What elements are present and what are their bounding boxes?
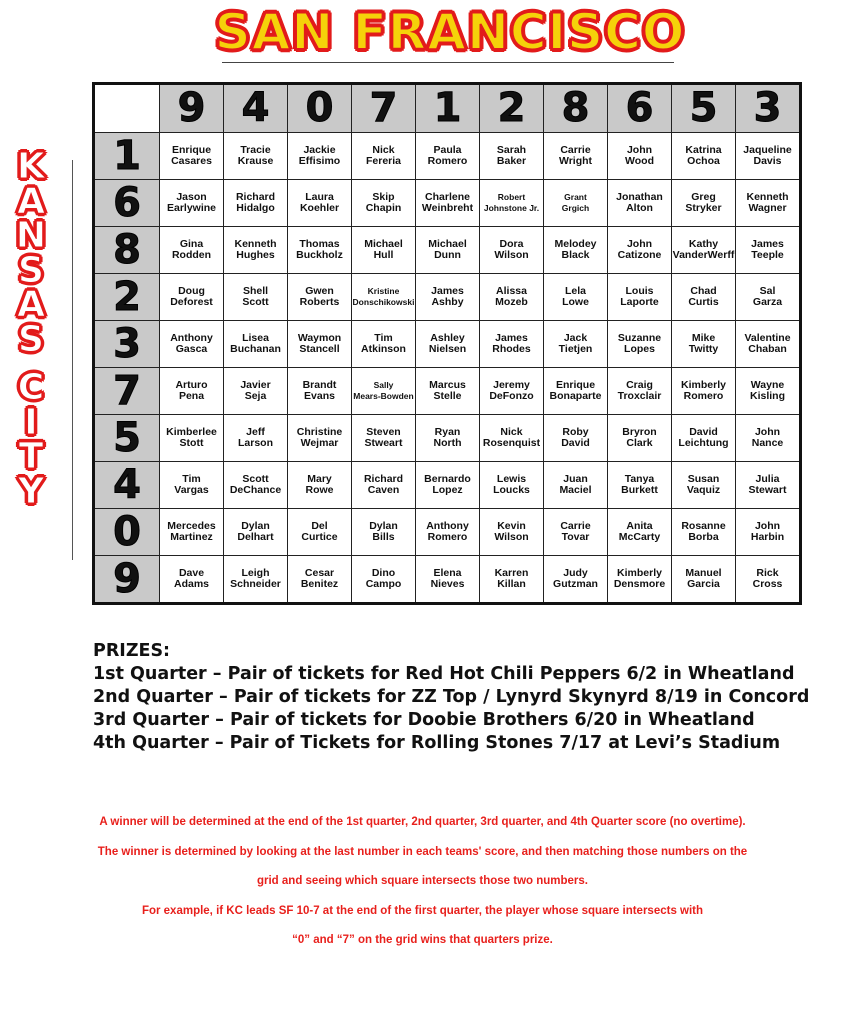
square-name: Leigh Schneider bbox=[230, 567, 281, 590]
grid-square bbox=[480, 368, 544, 415]
square-name: James Teeple bbox=[751, 238, 784, 261]
square-name: Jeremy DeFonzo bbox=[489, 379, 534, 402]
column-digit: 4 bbox=[224, 84, 288, 133]
grid-corner bbox=[94, 84, 160, 133]
square-name: Carrie Tovar bbox=[560, 520, 591, 543]
side-title-letter: S bbox=[18, 249, 44, 291]
grid-square bbox=[672, 133, 736, 180]
grid-square bbox=[352, 556, 416, 604]
grid-square bbox=[480, 321, 544, 368]
rules-line-2: The winner is determined by looking at the last number in each teams' score, and then matching those numbers on the bbox=[97, 845, 748, 858]
square-name: Mike Twitty bbox=[688, 332, 719, 355]
grid-square bbox=[608, 227, 672, 274]
side-title-letter: A bbox=[17, 284, 45, 325]
square-name: Kevin Wilson bbox=[494, 520, 529, 543]
square-name: Jason Earlywine bbox=[166, 191, 217, 214]
grid-row bbox=[94, 509, 801, 556]
grid-row bbox=[94, 368, 801, 415]
square-name: John Wood bbox=[625, 144, 654, 167]
grid-square bbox=[736, 556, 801, 604]
grid-square bbox=[160, 133, 224, 180]
column-digit: 2 bbox=[480, 84, 544, 133]
side-title-letter: A bbox=[17, 180, 45, 222]
square-name: Sally Mears-Bowden bbox=[353, 380, 414, 401]
row-digit: 6 bbox=[94, 180, 160, 227]
grid-square bbox=[160, 415, 224, 462]
square-name: Nick Fereria bbox=[365, 144, 402, 167]
square-name: Roby David bbox=[561, 426, 590, 449]
grid-square bbox=[352, 321, 416, 368]
square-name: Kenneth Wagner bbox=[746, 191, 789, 214]
grid-square bbox=[224, 274, 288, 321]
grid-square bbox=[544, 180, 608, 227]
grid-square bbox=[736, 180, 801, 227]
square-name: Waymon Stancell bbox=[297, 332, 342, 355]
square-name: Kimberly Densmore bbox=[613, 567, 666, 590]
row-digit: 4 bbox=[94, 462, 160, 509]
grid-square bbox=[224, 556, 288, 604]
square-name: Elena Nieves bbox=[430, 567, 465, 590]
square-name: David Leichtung bbox=[678, 426, 729, 449]
grid-square bbox=[416, 556, 480, 604]
grid-square bbox=[736, 462, 801, 509]
side-title-letter: Y bbox=[17, 470, 45, 512]
row-digit: 1 bbox=[94, 133, 160, 180]
square-name: Thomas Buckholz bbox=[296, 238, 343, 261]
grid-square bbox=[608, 133, 672, 180]
side-title-letter: N bbox=[15, 215, 47, 256]
column-digit: 0 bbox=[288, 84, 352, 133]
grid-square bbox=[544, 462, 608, 509]
grid-square bbox=[480, 509, 544, 556]
square-name: Carrie Wright bbox=[558, 144, 593, 167]
grid-square bbox=[544, 415, 608, 462]
square-name: Gina Rodden bbox=[171, 238, 212, 261]
square-name: Dylan Delhart bbox=[237, 520, 274, 543]
rules-line-5: “0” and “7” on the grid wins that quarters prize. bbox=[292, 934, 553, 946]
grid-square bbox=[416, 180, 480, 227]
square-name: Javier Seja bbox=[240, 379, 271, 402]
square-name: Katrina Ochoa bbox=[685, 144, 722, 167]
grid-square bbox=[288, 180, 352, 227]
square-name: Nick Rosenquist bbox=[482, 426, 541, 449]
grid-square bbox=[288, 227, 352, 274]
square-name: Christine Wejmar bbox=[296, 426, 343, 449]
square-name: James Ashby bbox=[431, 285, 464, 308]
grid-square bbox=[544, 274, 608, 321]
square-name: Valentine Chaban bbox=[744, 332, 791, 355]
square-name: John Harbin bbox=[750, 520, 785, 543]
square-name: Mary Rowe bbox=[305, 473, 334, 496]
grid-square bbox=[160, 556, 224, 604]
grid-square bbox=[224, 509, 288, 556]
square-name: Richard Caven bbox=[363, 473, 404, 496]
grid-square bbox=[288, 462, 352, 509]
side-title-letter: K bbox=[17, 146, 45, 187]
side-title-letter: T bbox=[18, 436, 44, 477]
grid-square bbox=[480, 133, 544, 180]
prizes-section bbox=[93, 640, 843, 755]
square-name: Marcus Stelle bbox=[429, 379, 466, 402]
square-name: Paula Romero bbox=[427, 144, 468, 167]
grid-square bbox=[544, 321, 608, 368]
square-name: Manuel Garcia bbox=[685, 567, 722, 590]
grid-square bbox=[672, 321, 736, 368]
square-name: Rosanne Borba bbox=[681, 520, 726, 543]
title-divider bbox=[222, 62, 674, 63]
square-name: Mercedes Martinez bbox=[167, 520, 216, 543]
square-name: Kimberlee Stott bbox=[166, 426, 217, 449]
square-name: Tim Atkinson bbox=[361, 332, 406, 355]
square-name: Melodey Black bbox=[554, 238, 597, 261]
square-name: Ryan North bbox=[433, 426, 462, 449]
square-name: Cesar Benitez bbox=[300, 567, 339, 590]
grid-square bbox=[608, 462, 672, 509]
grid-square bbox=[416, 274, 480, 321]
square-name: Craig Troxclair bbox=[617, 379, 662, 402]
grid-square bbox=[288, 133, 352, 180]
square-name: Anthony Gasca bbox=[170, 332, 213, 355]
grid-square bbox=[288, 274, 352, 321]
square-name: Sarah Baker bbox=[496, 144, 527, 167]
square-name: Steven Stweart bbox=[364, 426, 403, 449]
grid-square bbox=[608, 368, 672, 415]
square-name: John Catizone bbox=[617, 238, 662, 261]
square-name: Enrique Bonaparte bbox=[549, 379, 602, 402]
prize-q3: 3rd Quarter – Pair of tickets for Doobie Brothers 6/20 in Wheatland bbox=[93, 710, 755, 730]
square-name: Louis Laporte bbox=[620, 285, 659, 308]
grid-square bbox=[608, 509, 672, 556]
grid-square bbox=[736, 227, 801, 274]
square-name: Del Curtice bbox=[301, 520, 338, 543]
square-name: Jack Tietjen bbox=[558, 332, 593, 355]
grid-square bbox=[480, 462, 544, 509]
grid-row bbox=[94, 556, 801, 604]
square-name: Enrique Casares bbox=[171, 144, 212, 167]
square-name: Tanya Burkett bbox=[621, 473, 658, 496]
square-name: Skip Chapin bbox=[365, 191, 402, 214]
square-name: Anita McCarty bbox=[618, 520, 661, 543]
square-name: Juan Maciel bbox=[559, 473, 592, 496]
row-digit: 5 bbox=[94, 415, 160, 462]
square-name: Gwen Roberts bbox=[299, 285, 340, 308]
grid-square bbox=[416, 368, 480, 415]
grid-square bbox=[352, 368, 416, 415]
side-team-title bbox=[4, 146, 58, 512]
rules-section bbox=[0, 808, 845, 956]
row-digit: 2 bbox=[94, 274, 160, 321]
grid-square bbox=[672, 462, 736, 509]
grid-square bbox=[736, 509, 801, 556]
grid-row bbox=[94, 227, 801, 274]
row-digit: 8 bbox=[94, 227, 160, 274]
square-name: Bryron Clark bbox=[622, 426, 657, 449]
square-name: Lela Lowe bbox=[562, 285, 589, 308]
prize-q4: 4th Quarter – Pair of Tickets for Rolling Stones 7/17 at Levi’s Stadium bbox=[93, 733, 781, 753]
grid-square bbox=[224, 180, 288, 227]
column-digit: 7 bbox=[352, 84, 416, 133]
grid-row bbox=[94, 133, 801, 180]
grid-square bbox=[288, 509, 352, 556]
column-digit: 9 bbox=[160, 84, 224, 133]
rules-line-4: For example, if KC leads SF 10-7 at the end of the first quarter, the player whose square intersects with bbox=[141, 904, 704, 917]
square-name: Tim Vargas bbox=[174, 473, 209, 496]
side-title-letter: I bbox=[24, 401, 38, 443]
square-name: Anthony Romero bbox=[426, 520, 469, 543]
grid-square bbox=[736, 321, 801, 368]
squares-grid bbox=[92, 82, 802, 605]
square-name: Kathy VanderWerff bbox=[672, 238, 735, 261]
prize-q2: 2nd Quarter – Pair of tickets for ZZ Top / Lynyrd Skynyrd 8/19 in Concord bbox=[93, 687, 810, 707]
grid-square bbox=[544, 133, 608, 180]
square-name: Doug Deforest bbox=[170, 285, 213, 308]
grid-square bbox=[160, 227, 224, 274]
grid-square bbox=[224, 368, 288, 415]
grid-square bbox=[224, 227, 288, 274]
grid-square bbox=[544, 509, 608, 556]
square-name: Dora Wilson bbox=[494, 238, 529, 261]
grid-square bbox=[352, 180, 416, 227]
grid-square bbox=[608, 321, 672, 368]
grid-square bbox=[288, 321, 352, 368]
grid-square bbox=[736, 368, 801, 415]
row-digit: 3 bbox=[94, 321, 160, 368]
square-name: Kristine Donschikowski bbox=[352, 286, 415, 307]
grid-square bbox=[672, 509, 736, 556]
grid-square bbox=[288, 556, 352, 604]
square-name: Michael Hull bbox=[364, 238, 403, 261]
grid-square bbox=[736, 415, 801, 462]
grid-square bbox=[160, 368, 224, 415]
grid-square bbox=[352, 274, 416, 321]
prizes-heading: PRIZES: bbox=[93, 641, 171, 661]
grid-square bbox=[224, 415, 288, 462]
column-digit: 6 bbox=[608, 84, 672, 133]
grid-square bbox=[224, 321, 288, 368]
grid-square bbox=[288, 415, 352, 462]
grid-square bbox=[352, 462, 416, 509]
grid-square bbox=[736, 133, 801, 180]
grid-square bbox=[416, 462, 480, 509]
rules-line-1: A winner will be determined at the end of the 1st quarter, 2nd quarter, 3rd quarter, and 4th Quarter score (no overtime). bbox=[99, 816, 746, 828]
square-name: Jonathan Alton bbox=[616, 191, 663, 214]
grid-square bbox=[160, 321, 224, 368]
square-name: Susan Vaquiz bbox=[686, 473, 721, 496]
grid-square bbox=[480, 180, 544, 227]
square-name: Rick Cross bbox=[752, 567, 783, 590]
square-name: Shell Scott bbox=[242, 285, 269, 308]
grid-square bbox=[608, 180, 672, 227]
row-digit: 9 bbox=[94, 556, 160, 604]
grid-square bbox=[224, 133, 288, 180]
grid-square bbox=[672, 274, 736, 321]
square-name: Tracie Krause bbox=[237, 144, 274, 167]
square-name: Suzanne Lopes bbox=[617, 332, 662, 355]
square-name: Arturo Pena bbox=[175, 379, 208, 402]
grid-square bbox=[480, 227, 544, 274]
side-title-letter: S bbox=[18, 318, 44, 360]
column-digit: 1 bbox=[416, 84, 480, 133]
square-name: Richard Hidalgo bbox=[235, 191, 276, 214]
grid-square bbox=[544, 227, 608, 274]
grid-row bbox=[94, 180, 801, 227]
grid-square bbox=[160, 180, 224, 227]
square-name: Dylan Bills bbox=[369, 520, 398, 543]
square-name: Brandt Evans bbox=[302, 379, 337, 402]
grid-square bbox=[672, 368, 736, 415]
square-name: Scott DeChance bbox=[229, 473, 282, 496]
column-digit: 3 bbox=[736, 84, 801, 133]
grid-square bbox=[672, 227, 736, 274]
grid-square bbox=[224, 462, 288, 509]
square-name: Charlene Weinbreht bbox=[421, 191, 474, 214]
grid-square bbox=[352, 415, 416, 462]
grid-square bbox=[608, 415, 672, 462]
square-name: Wayne Kisling bbox=[749, 379, 785, 402]
prize-q1: 1st Quarter – Pair of tickets for Red Hot Chili Peppers 6/2 in Wheatland bbox=[93, 664, 795, 684]
square-name: Greg Stryker bbox=[685, 191, 722, 214]
grid-square bbox=[480, 556, 544, 604]
side-title-letter: C bbox=[17, 367, 45, 408]
grid-square bbox=[416, 321, 480, 368]
grid-square bbox=[672, 180, 736, 227]
square-name: Jaqueline Davis bbox=[743, 144, 792, 167]
row-digit: 7 bbox=[94, 368, 160, 415]
grid-square bbox=[608, 274, 672, 321]
grid-square bbox=[160, 274, 224, 321]
grid-row bbox=[94, 274, 801, 321]
grid-square bbox=[416, 133, 480, 180]
grid-row bbox=[94, 462, 801, 509]
grid-square bbox=[736, 274, 801, 321]
grid-row bbox=[94, 415, 801, 462]
grid-square bbox=[352, 227, 416, 274]
column-digit: 8 bbox=[544, 84, 608, 133]
square-name: Judy Gutzman bbox=[553, 567, 598, 590]
square-name: Dave Adams bbox=[173, 567, 209, 590]
grid-square bbox=[480, 415, 544, 462]
grid-square bbox=[416, 227, 480, 274]
grid-square bbox=[288, 368, 352, 415]
square-name: Bernardo Lopez bbox=[424, 473, 471, 496]
square-name: Laura Koehler bbox=[299, 191, 340, 214]
square-name: John Nance bbox=[751, 426, 784, 449]
square-name: Michael Dunn bbox=[428, 238, 467, 261]
grid-square bbox=[544, 368, 608, 415]
grid-square bbox=[672, 556, 736, 604]
grid-square bbox=[416, 415, 480, 462]
grid-square bbox=[160, 509, 224, 556]
square-name: Lewis Loucks bbox=[493, 473, 530, 496]
square-name: Alissa Mozeb bbox=[495, 285, 528, 308]
square-name: Lisea Buchanan bbox=[230, 332, 281, 355]
side-divider bbox=[72, 160, 73, 560]
grid-square bbox=[544, 556, 608, 604]
square-name: Kenneth Hughes bbox=[234, 238, 277, 261]
grid-square bbox=[160, 462, 224, 509]
grid-square bbox=[352, 509, 416, 556]
square-name: James Rhodes bbox=[492, 332, 531, 355]
square-name: Sal Garza bbox=[752, 285, 783, 308]
square-name: Karren Killan bbox=[494, 567, 529, 590]
square-name: Dino Campo bbox=[365, 567, 402, 590]
square-name: Grant Grgich bbox=[561, 192, 590, 213]
square-name: Robert Johnstone Jr. bbox=[483, 192, 540, 213]
grid-row bbox=[94, 321, 801, 368]
grid-square bbox=[672, 415, 736, 462]
grid-square bbox=[416, 509, 480, 556]
square-name: Jeff Larson bbox=[237, 426, 273, 449]
grid-square bbox=[608, 556, 672, 604]
grid-square bbox=[352, 133, 416, 180]
square-name: Chad Curtis bbox=[688, 285, 719, 308]
square-name: Julia Stewart bbox=[748, 473, 787, 496]
row-digit: 0 bbox=[94, 509, 160, 556]
square-name: Jackie Effisimo bbox=[298, 144, 341, 167]
rules-line-3: grid and seeing which square intersects those two numbers. bbox=[256, 875, 589, 887]
square-name: Ashley Nielsen bbox=[428, 332, 467, 355]
grid-square bbox=[480, 274, 544, 321]
column-header-row bbox=[94, 84, 801, 133]
column-digit: 5 bbox=[672, 84, 736, 133]
page-title: SAN FRANCISCO bbox=[214, 3, 686, 61]
square-name: Kimberly Romero bbox=[681, 379, 726, 402]
